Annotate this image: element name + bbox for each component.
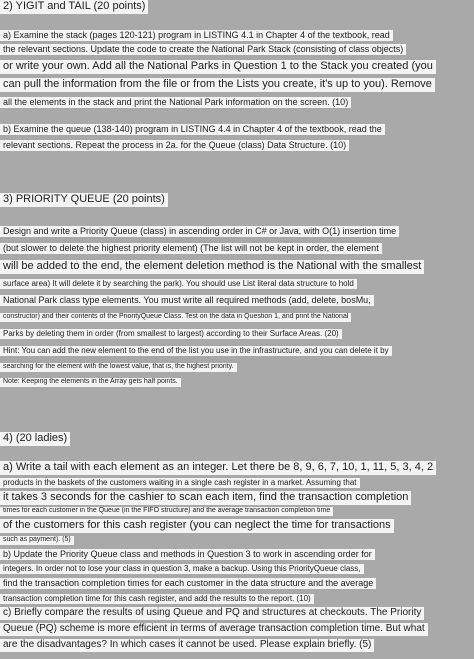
- section-2a-line: or write your own. Add all the National Parks in Question 1 to the Stack you created (you: [0, 60, 436, 74]
- section-4-heading: 4) (20 ladies): [0, 432, 70, 446]
- section-4-line: find the transaction completion times for each customer in the data structure and the average: [0, 578, 376, 589]
- section-3-line: Hint: You can add the new element to the end of the list you use in the infrastructure, and you can delete it by: [0, 346, 392, 356]
- section-3-line: Design and write a Priority Queue (class) in ascending order in C# or Java, with O(1) insertion time: [0, 226, 399, 237]
- section-4-line: such as payment). (5): [0, 536, 74, 545]
- section-3-line: Parks by deleting them in order (from smallest to largest) according to their Surface Areas. (20): [0, 329, 342, 339]
- section-3-line: surface area) It will delete it by searching the park). You should use List literal data structure to hold: [0, 279, 357, 289]
- section-4-line: c) Briefly compare the results of using Queue and PQ and structures at checkouts. The Priority: [0, 607, 424, 620]
- section-2a-line: all the elements in the stack and print the National Park information on the screen. (10): [0, 97, 351, 108]
- section-4-line: Queue (PQ) scheme is more efficient in terms of average transaction completion time. But what: [0, 623, 428, 636]
- section-3-line: constructor) and their contents of the PriorityQueue Class. Test on the data in Question 1, and print the National: [0, 313, 351, 322]
- section-3-line: will be added to the end, the element deletion method is the National with the smallest: [0, 260, 424, 274]
- section-4-line: b) Update the Priority Queue class and methods in Question 3 to work in ascending order for: [0, 549, 375, 560]
- section-4-line: times for each customer in the Queue (in the FIFO structure) and the average transaction completion time: [0, 507, 333, 516]
- section-2-heading: 2) YIGIT and TAIL (20 points): [0, 0, 148, 14]
- section-4-line: a) Write a tail with each element as an integer. Let there be 8, 9, 6, 7, 10, 1, 11, 5, 3, 4, 2: [0, 461, 436, 475]
- section-4-line: are the disadvantages? In which cases it cannot be used. Please explain briefly. (5): [0, 639, 374, 652]
- section-3-line: searching for the element with the lowest value, that is, the highest priority.: [0, 363, 237, 372]
- section-2b-line: relevant sections. Repeat the process in 2a. for the Queue (class) Data Structure. (10): [0, 140, 349, 151]
- section-2a-line: can pull the information from the file or from the Lists you create, it's up to you). Remove: [0, 78, 435, 92]
- section-4-line: products in the baskets of the customers waiting in a single cash register in a market. Assuming that: [0, 478, 360, 488]
- section-4-line: transaction completion time for this cash register, and add the results to the report. (10): [0, 594, 314, 604]
- section-4-line: of the customers for this cash register (you can neglect the time for transactions: [0, 519, 394, 533]
- section-4-line: integers. In order not to lose your class in question 3, make a backup. Using this PriorityQueue class,: [0, 564, 364, 574]
- section-3-line: National Park class type elements. You must write all required methods (add, delete, bosMu,: [0, 295, 374, 306]
- section-3-line: (but slower to delete the highest priority element) (The list will not be kept in order, the element: [0, 243, 382, 254]
- section-4-line: it takes 3 seconds for the cashier to scan each item, find the transaction completion: [0, 491, 411, 505]
- section-3-heading: 3) PRIORITY QUEUE (20 points): [0, 193, 168, 207]
- section-2a-line: a) Examine the stack (pages 120-121) program in LISTING 4.1 in Chapter 4 of the textbook, read: [0, 30, 393, 41]
- section-3-note: Note: Keeping the elements in the Array gets half points.: [0, 378, 181, 387]
- section-2b-line: b) Examine the queue (138-140) program in LISTING 4.4 in Chapter 4 of the textbook, read the: [0, 124, 385, 135]
- section-2a-line: the relevant sections. Update the code to create the National Park Stack (consisting of class objects): [0, 44, 406, 55]
